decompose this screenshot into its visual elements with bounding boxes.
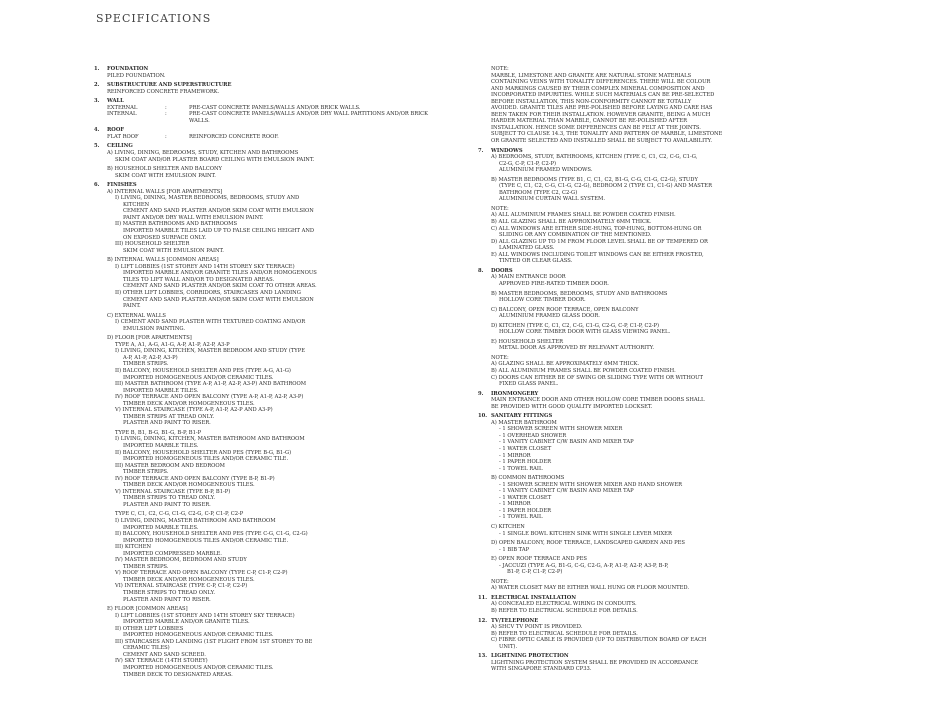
spec-line: PLASTER AND PAINT TO RISER. bbox=[123, 420, 211, 427]
section-body bbox=[491, 413, 794, 592]
spec-line: HOLLOW CORE TIMBER DOOR WITH GLASS VIEWING PANEL. bbox=[499, 329, 671, 336]
page-title: SPECIFICATIONS bbox=[96, 12, 212, 25]
spec-line: C) FIBRE OPTIC CABLE IS PROVIDED (UP TO DISTRIBUTION BOARD OF EACH bbox=[491, 637, 707, 644]
spec-line: TYPE B, B1, B-G, B1-G, B-P, B1-P bbox=[115, 429, 202, 436]
spec-line: A-P, A1-P, A2-P, A3-P) bbox=[123, 354, 178, 361]
section-body bbox=[107, 66, 434, 79]
spec-line: TIMBER DECK AND/OR HOMOGENEOUS TILES. bbox=[123, 400, 255, 407]
spec-line: - 1 VANITY CABINET C/W BASIN AND MIXER TAP bbox=[499, 439, 634, 446]
spec-line: ALUMINIUM FRAMED GLASS DOOR. bbox=[499, 313, 600, 320]
section-number: 4. bbox=[94, 127, 100, 134]
spec-line: C) DOORS CAN EITHER BE OF SWING OR SLIDING TYPE WITH OR WITHOUT bbox=[491, 374, 703, 381]
spec-section bbox=[478, 268, 794, 388]
spec-row-key: FLAT ROOF bbox=[107, 133, 139, 140]
spec-section bbox=[94, 182, 434, 678]
spec-section bbox=[94, 66, 434, 79]
section-heading: TV/TELEPHONE bbox=[491, 617, 539, 624]
spec-line: A) SHCV TV POINT IS PROVIDED. bbox=[491, 624, 583, 631]
section-number: 3. bbox=[94, 98, 100, 105]
spec-line: III) MASTER BEDROOM AND BEDROOM bbox=[115, 462, 225, 469]
spec-line: B) REFER TO ELECTRICAL SCHEDULE FOR DETAILS. bbox=[491, 630, 638, 637]
spec-line: TILES TO LIFT WALL AND/OR TO DESIGNATED AREAS. bbox=[123, 276, 275, 283]
right-column bbox=[478, 66, 794, 676]
spec-line: B) MASTER BEDROOMS (TYPE B1, C, C1, C2, B1-G, C-G, C1-G, C2-G), STUDY bbox=[491, 176, 698, 183]
spec-line: - 1 PAPER HOLDER bbox=[499, 507, 552, 514]
section-number: 7. bbox=[478, 147, 484, 154]
spec-line: TYPE C, C1, C2, C-G, C1-G, C2-G, C-P, C1-P, C2-P bbox=[115, 511, 244, 518]
spec-row bbox=[107, 111, 434, 124]
spec-line: SKIM COAT WITH EMULSION PAINT. bbox=[115, 172, 216, 179]
spec-line: ALUMINIUM CURTAIN WALL SYSTEM. bbox=[499, 196, 605, 203]
spec-row-key: EXTERNAL bbox=[107, 104, 138, 111]
spec-line: - 1 OVERHEAD SHOWER bbox=[499, 432, 567, 439]
spec-section bbox=[94, 82, 434, 95]
spec-line: I) LIVING, DINING, KITCHEN, MASTER BEDROOM AND STUDY (TYPE bbox=[115, 348, 306, 355]
spec-line: TIMBER STRIPS. bbox=[123, 469, 169, 476]
spec-line: APPROVED FIRE-RATED TIMBER DOOR. bbox=[499, 280, 609, 287]
section-number: 9. bbox=[478, 390, 484, 397]
spec-line: INCORPORATED IMPURITIES. WHILE SUCH MATERIALS CAN BE PRE-SELECTED bbox=[491, 92, 715, 99]
spec-line: TIMBER STRIPS TO TREAD ONLY. bbox=[123, 590, 216, 597]
spec-line: III) MASTER BATHROOM (TYPE A-P, A1-P, A2-P, A3-P) AND BATHROOM bbox=[115, 381, 307, 388]
spec-line: PAINT AND/OR DRY WALL WITH EMULSION PAINT. bbox=[123, 214, 264, 221]
spec-line: B) ALL GLAZING SHALL BE APPROXIMATELY 6MM THICK. bbox=[491, 219, 652, 226]
section-heading: DOORS bbox=[491, 267, 513, 274]
spec-line: A) LIVING, DINING, BEDROOMS, STUDY, KITCHEN AND BATHROOMS bbox=[107, 150, 299, 157]
spec-line: II) BALCONY, HOUSEHOLD SHELTER AND PES (TYPE B-G, B1-G) bbox=[115, 449, 292, 456]
spec-line: SLIDING OR ANY COMBINATION OF THE MENTIONED. bbox=[499, 232, 652, 239]
spec-line: IV) ROOF TERRACE AND OPEN BALCONY (TYPE A-P, A1-P, A2-P, A3-P) bbox=[115, 394, 304, 401]
section-body bbox=[491, 148, 794, 265]
section-heading: LIGHTNING PROTECTION bbox=[491, 653, 569, 660]
section-heading: FOUNDATION bbox=[107, 66, 149, 72]
spec-line: PLASTER AND PAINT TO RISER. bbox=[123, 596, 211, 603]
spec-line: A) INTERNAL WALLS [FOR APARTMENTS] bbox=[107, 188, 223, 195]
spec-line: - 1 SINGLE BOWL KITCHEN SINK WITH SINGLE LEVER MIXER bbox=[499, 530, 672, 537]
spec-line: CONTAINING VEINS WITH TONALITY DIFFERENCES. THERE WILL BE COLOUR bbox=[491, 79, 711, 86]
spec-line: CEMENT AND SAND PLASTER AND/OR SKIM COAT WITH EMULSION bbox=[123, 296, 314, 303]
spec-line: UNIT). bbox=[499, 643, 518, 650]
spec-row-value: PRE-CAST CONCRETE PANELS/WALLS AND/OR DRY WALL PARTITIONS AND/OR BRICK WALLS. bbox=[189, 111, 429, 124]
spec-line: I) LIFT LOBBIES (1ST STOREY AND 14TH STOREY SKY TERRACE) bbox=[115, 612, 295, 619]
spec-line: - 1 TOWEL RAIL bbox=[499, 514, 543, 521]
spec-line: AND MARKINGS CAUSED BY THEIR COMPLEX MINERAL COMPOSITION AND bbox=[491, 85, 705, 92]
spec-row-value: PRE-CAST CONCRETE PANELS/WALLS AND/OR BRICK WALLS. bbox=[189, 104, 361, 111]
section-number: 11. bbox=[478, 594, 488, 601]
spec-line: - 1 TOWEL RAIL bbox=[499, 465, 543, 472]
section-number: 1. bbox=[94, 66, 100, 72]
spec-line: IMPORTED HOMOGENEOUS TILES AND/OR CERAMIC TILE. bbox=[123, 537, 289, 544]
spec-line: E) ALL WINDOWS INCLUDING TOILET WINDOWS CAN BE EITHER FROSTED, bbox=[491, 251, 704, 258]
spec-line: (TYPE C, C1, C2, C-G, C1-G, C2-G), BEDROOM 2 (TYPE C1, C1-G) AND MASTER bbox=[499, 183, 712, 190]
section-body bbox=[491, 66, 794, 145]
spec-line: B1-P, C-P, C1-P, C2-P) bbox=[507, 569, 563, 576]
spec-line: - 1 SHOWER SCREEN WITH SHOWER MIXER AND HAND SHOWER bbox=[499, 481, 683, 488]
spec-line: MARBLE, LIMESTONE AND GRANITE ARE NATURAL STONE MATERIALS bbox=[491, 72, 692, 79]
spec-line: IMPORTED MARBLE AND/OR GRANITE TILES AND/OR HOMOGENOUS bbox=[123, 270, 317, 277]
spec-line: B) ALL ALUMINIUM FRAMES SHALL BE POWDER COATED FINISH. bbox=[491, 367, 676, 374]
section-number: 13. bbox=[478, 653, 488, 660]
spec-line: III) STAIRCASES AND LANDING (1ST FLIGHT FROM 1ST STOREY TO BE bbox=[115, 638, 313, 645]
spec-line: C) ALL WINDOWS ARE EITHER SIDE-HUNG, TOP-HUNG, BOTTOM-HUNG OR bbox=[491, 225, 702, 232]
spec-line: A) ALL ALUMINIUM FRAMES SHALL BE POWDER COATED FINISH. bbox=[491, 212, 676, 219]
spec-line: D) ALL GLAZING UP TO 1M FROM FLOOR LEVEL SHALL BE OF TEMPERED OR bbox=[491, 238, 708, 245]
spec-section bbox=[478, 653, 794, 673]
spec-line: C) KITCHEN bbox=[491, 524, 525, 530]
spec-row-colon: : bbox=[165, 104, 167, 111]
section-number: 2. bbox=[94, 82, 100, 89]
spec-line: INSTALLATION. HENCE SOME DIFFERENCES CAN BE FELT AT THE JOINTS. bbox=[491, 124, 701, 131]
section-heading: SUBSTRUCTURE AND SUPERSTRUCTURE bbox=[107, 82, 232, 89]
spec-line: B) REFER TO ELECTRICAL SCHEDULE FOR DETAILS. bbox=[491, 608, 638, 615]
section-heading: ROOF bbox=[107, 127, 125, 134]
spec-line: LAMINATED GLASS. bbox=[499, 245, 555, 252]
spec-line: ON EXPOSED SURFACE ONLY. bbox=[123, 234, 207, 241]
spec-line: II) BALCONY, HOUSEHOLD SHELTER AND PES (TYPE C-G, C1-G, C2-G) bbox=[115, 531, 308, 538]
spec-line: A) GLAZING SHALL BE APPROXIMATELY 6MM THICK. bbox=[491, 361, 640, 368]
spec-line: EMULSION PAINTING. bbox=[123, 325, 185, 332]
spec-line: BE PROVIDED WITH GOOD QUALITY IMPORTED LOCKSET. bbox=[491, 403, 653, 410]
spec-line: IMPORTED HOMOGENEOUS TILES AND/OR CERAMIC TILE. bbox=[123, 456, 289, 463]
spec-section bbox=[478, 148, 794, 265]
spec-row-value: REINFORCED CONCRETE ROOF. bbox=[189, 133, 279, 140]
spec-line: E) OPEN ROOF TERRACE AND PES bbox=[491, 556, 587, 563]
spec-line: TIMBER DECK AND/OR HOMOGENEOUS TILES. bbox=[123, 576, 255, 583]
section-heading: WALL bbox=[107, 98, 124, 105]
spec-line: IMPORTED MARBLE TILES. bbox=[123, 524, 199, 531]
spec-line: REINFORCED CONCRETE FRAMEWORK. bbox=[107, 88, 220, 95]
spec-line: D) FLOOR [FOR APARTMENTS] bbox=[107, 335, 192, 342]
section-number: 10. bbox=[478, 413, 488, 420]
spec-line: CEMENT AND SAND SCREED. bbox=[123, 651, 206, 658]
section-body bbox=[491, 618, 794, 651]
spec-line: IV) SKY TERRACE (14TH STOREY) bbox=[115, 658, 208, 665]
spec-line: II) BALCONY, HOUSEHOLD SHELTER AND PES (TYPE A-G, A1-G) bbox=[115, 367, 291, 374]
spec-line: PLASTER AND PAINT TO RISER. bbox=[123, 501, 211, 508]
section-number: 12. bbox=[478, 617, 488, 624]
spec-line: NOTE: bbox=[491, 354, 509, 361]
spec-row-key: INTERNAL bbox=[107, 111, 137, 118]
section-body bbox=[491, 595, 794, 615]
section-heading: CEILING bbox=[107, 143, 133, 150]
spec-line: CEMENT AND SAND PLASTER AND/OR SKIM COAT WITH EMULSION bbox=[123, 208, 314, 215]
spec-line: D) KITCHEN (TYPE C, C1, C2, C-G, C1-G, C2-G, C-P, C1-P, C2-P) bbox=[491, 322, 660, 329]
spec-line: SKIM COAT AND/OR PLASTER BOARD CEILING WITH EMULSION PAINT. bbox=[115, 156, 315, 163]
spec-section bbox=[94, 127, 434, 140]
spec-line: IMPORTED COMPRESSED MARBLE. bbox=[123, 550, 222, 557]
spec-line: V) INTERNAL STAIRCASE (TYPE B-P, B1-P) bbox=[115, 488, 231, 495]
spec-line: B) HOUSEHOLD SHELTER AND BALCONY bbox=[107, 166, 222, 173]
spec-line: C2-G, C-P, C1-P, C2-P) bbox=[499, 160, 557, 167]
spec-line: - 1 VANITY CABINET C/W BASIN AND MIXER TAP bbox=[499, 488, 634, 495]
spec-line: - 1 SHOWER SCREEN WITH SHOWER MIXER bbox=[499, 426, 623, 433]
spec-row-colon: : bbox=[165, 111, 167, 118]
spec-line: IMPORTED MARBLE TILES LAID UP TO FALSE CEILING HEIGHT AND bbox=[123, 228, 315, 235]
spec-line: III) HOUSEHOLD SHELTER bbox=[115, 241, 190, 248]
spec-line: KITCHEN bbox=[123, 201, 150, 208]
section-heading: FINISHES bbox=[107, 182, 137, 189]
spec-line: IV) MASTER BEDROOM, BEDROOM AND STUDY bbox=[115, 557, 247, 564]
spec-line: V) INTERNAL STAIRCASE (TYPE A-P, A1-P, A2-P AND A3-P) bbox=[115, 407, 273, 414]
spec-line: C) EXTERNAL WALLS bbox=[107, 312, 166, 319]
spec-line: NOTE: bbox=[491, 205, 509, 212]
section-heading: ELECTRICAL INSTALLATION bbox=[491, 594, 576, 601]
spec-line: A) MASTER BATHROOM bbox=[491, 419, 557, 426]
spec-line: AVOIDED. GRANITE TILES ARE PRE-POLISHED BEFORE LAYING AND CARE HAS bbox=[491, 105, 713, 112]
spec-line: IV) ROOF TERRACE AND OPEN BALCONY (TYPE B-P, B1-P) bbox=[115, 475, 275, 482]
spec-section bbox=[478, 618, 794, 651]
section-number: 5. bbox=[94, 143, 100, 150]
spec-line: TYPE A, A1, A-G, A1-G, A-P, A1-P, A2-P, A3-P bbox=[115, 341, 230, 348]
spec-line: III) KITCHEN bbox=[115, 544, 152, 551]
section-body bbox=[491, 268, 794, 388]
spec-line: VI) INTERNAL STAIRCASE (TYPE C-P, C1-P, C2-P) bbox=[115, 583, 248, 590]
spec-line: TIMBER DECK TO DESIGNATED AREAS. bbox=[123, 671, 233, 678]
spec-line: METAL DOOR AS APPROVED BY RELEVANT AUTHORITY. bbox=[499, 345, 655, 352]
spec-line: - 1 MIRROR bbox=[499, 501, 531, 508]
spec-line: D) OPEN BALCONY, ROOF TERRACE, LANDSCAPED GARDEN AND PES bbox=[491, 540, 685, 547]
spec-line: CERAMIC TILES) bbox=[123, 645, 170, 652]
spec-line: BEFORE INSTALLATION, THIS NON-CONFORMITY CANNOT BE TOTALLY bbox=[491, 98, 692, 105]
spec-line: NOTE: bbox=[491, 66, 509, 72]
spec-section bbox=[94, 98, 434, 124]
spec-line: IMPORTED HOMOGENEOUS AND/OR CERAMIC TILES. bbox=[123, 632, 274, 639]
spec-line: E) FLOOR [COMMON AREAS] bbox=[107, 606, 188, 613]
spec-line: B) MASTER BEDROOMS, BEDROOMS, STUDY AND BATHROOMS bbox=[491, 290, 668, 297]
section-body bbox=[107, 182, 434, 678]
spec-line: B) COMMON BATHROOMS bbox=[491, 475, 565, 482]
spec-line: PILED FOUNDATION. bbox=[107, 72, 166, 79]
spec-line: WITH SINGAPORE STANDARD CP33. bbox=[491, 666, 592, 673]
section-number: 8. bbox=[478, 267, 484, 274]
left-column bbox=[94, 66, 434, 681]
section-body bbox=[107, 127, 434, 140]
spec-line: IMPORTED MARBLE AND/OR GRANITE TILES. bbox=[123, 619, 250, 626]
section-body bbox=[107, 98, 434, 124]
spec-line: TIMBER STRIPS TO TREAD ONLY. bbox=[123, 495, 216, 502]
section-number bbox=[478, 66, 491, 145]
spec-line: OR GRANITE SELECTED AND INSTALLED SHALL BE SUBJECT TO AVAILABILITY. bbox=[491, 138, 713, 145]
spec-line: BATHROOM (TYPE C2, C2-G) bbox=[499, 189, 578, 196]
spec-line: - 1 MIRROR bbox=[499, 452, 531, 459]
spec-line: - 1 WATER CLOSET bbox=[499, 445, 552, 452]
spec-line: IMPORTED HOMOGENEOUS AND/OR CERAMIC TILES. bbox=[123, 374, 274, 381]
spec-line: FIXED GLASS PANEL. bbox=[499, 381, 559, 388]
spec-line: SUBJECT TO CLAUSE 14.3, THE TONALITY AND PATTERN OF MARBLE, LIMESTONE bbox=[491, 131, 723, 138]
spec-line: B) INTERNAL WALLS [COMMON AREAS] bbox=[107, 257, 219, 264]
spec-line: - 1 WATER CLOSET bbox=[499, 494, 552, 501]
spec-line: IMPORTED MARBLE TILES. bbox=[123, 442, 199, 449]
spec-line: LIGHTNING PROTECTION SYSTEM SHALL BE PROVIDED IN ACCORDANCE bbox=[491, 659, 699, 666]
section-heading: IRONMONGERY bbox=[491, 390, 539, 397]
spec-line: - 1 PAPER HOLDER bbox=[499, 459, 552, 466]
spec-line: ALUMINIUM FRAMED WINDOWS. bbox=[499, 167, 593, 174]
spec-line: I) LIVING, DINING, KITCHEN, MASTER BATHROOM AND BATHROOM bbox=[115, 436, 305, 443]
spec-line: I) LIVING, DINING, MASTER BEDROOMS, BEDROOMS, STUDY AND bbox=[115, 195, 300, 202]
spec-line: IMPORTED HOMOGENEOUS AND/OR CERAMIC TILES. bbox=[123, 665, 274, 672]
section-number: 6. bbox=[94, 182, 100, 189]
spec-line: TIMBER STRIPS. bbox=[123, 563, 169, 570]
spec-line: HOLLOW CORE TIMBER DOOR. bbox=[499, 297, 586, 304]
spec-line: BEEN TAKEN FOR THEIR INSTALLATION. HOWEVER GRANITE, BEING A MUCH bbox=[491, 111, 711, 118]
spec-line: IMPORTED MARBLE TILES. bbox=[123, 387, 199, 394]
spec-line: II) OTHER LIFT LOBBIES, CORRIDORS, STAIRCASES AND LANDING bbox=[115, 289, 301, 296]
spec-section bbox=[478, 66, 794, 145]
spec-line: MAIN ENTRANCE DOOR AND OTHER HOLLOW CORE TIMBER DOORS SHALL bbox=[491, 397, 705, 404]
spec-row-colon: : bbox=[165, 133, 167, 140]
section-heading: SANITARY FITTINGS bbox=[491, 413, 553, 420]
spec-section bbox=[478, 413, 794, 592]
spec-line: A) WATER CLOSET MAY BE EITHER WALL HUNG OR FLOOR MOUNTED. bbox=[491, 585, 690, 592]
spec-line: HARDER MATERIAL THAN MARBLE, CANNOT BE RE-POLISHED AFTER bbox=[491, 118, 688, 125]
spec-line: TINTED OR CLEAR GLASS. bbox=[499, 258, 573, 265]
spec-line: TIMBER DECK AND/OR HOMOGENEOUS TILES. bbox=[123, 482, 255, 489]
spec-line: I) LIFT LOBBIES (1ST STOREY AND 14TH STOREY SKY TERRACE) bbox=[115, 263, 295, 270]
spec-section bbox=[478, 595, 794, 615]
spec-line: TIMBER STRIPS AT TREAD ONLY. bbox=[123, 413, 215, 420]
spec-line: V) ROOF TERRACE AND OPEN BALCONY (TYPE C-P, C1-P, C2-P) bbox=[115, 570, 288, 577]
spec-line: E) HOUSEHOLD SHELTER bbox=[491, 338, 564, 345]
spec-line: I) LIVING, DINING, MASTER BATHROOM AND BATHROOM bbox=[115, 518, 276, 524]
spec-line: II) MASTER BATHROOMS AND BATHROOMS bbox=[115, 221, 237, 228]
spec-line: I) CEMENT AND SAND PLASTER WITH TEXTURED COATING AND/OR bbox=[115, 319, 306, 326]
spec-line: PAINT. bbox=[123, 303, 141, 310]
spec-line: II) OTHER LIFT LOBBIES bbox=[115, 625, 184, 632]
spec-line: A) CONCEALED ELECTRICAL WIRING IN CONDUITS. bbox=[491, 601, 637, 608]
section-body bbox=[491, 653, 794, 673]
section-body bbox=[491, 391, 794, 411]
spec-line: A) BEDROOMS, STUDY, BATHROOMS, KITCHEN (TYPE C, C1, C2, C-G, C1-G, bbox=[491, 154, 698, 161]
spec-line: TIMBER STRIPS. bbox=[123, 361, 169, 368]
section-heading: WINDOWS bbox=[491, 147, 523, 154]
spec-line: C) BALCONY, OPEN ROOF TERRACE, OPEN BALCONY bbox=[491, 306, 639, 313]
spec-line: - 1 BIB TAP bbox=[499, 546, 530, 553]
spec-row bbox=[107, 134, 434, 141]
spec-section bbox=[478, 391, 794, 411]
spec-line: - JACCUZI (TYPE A-G, B1-G, C-G, C2-G, A-P, A1-P, A2-P, A3-P, B-P, bbox=[499, 562, 669, 569]
section-body bbox=[107, 82, 434, 95]
spec-section bbox=[94, 143, 434, 179]
spec-line: NOTE: bbox=[491, 578, 509, 585]
spec-line: CEMENT AND SAND PLASTER AND/OR SKIM COAT TO OTHER AREAS. bbox=[123, 283, 317, 290]
spec-line: SKIM COAT WITH EMULSION PAINT. bbox=[123, 247, 224, 254]
spec-line: A) MAIN ENTRANCE DOOR bbox=[491, 274, 566, 281]
section-body bbox=[107, 143, 434, 179]
